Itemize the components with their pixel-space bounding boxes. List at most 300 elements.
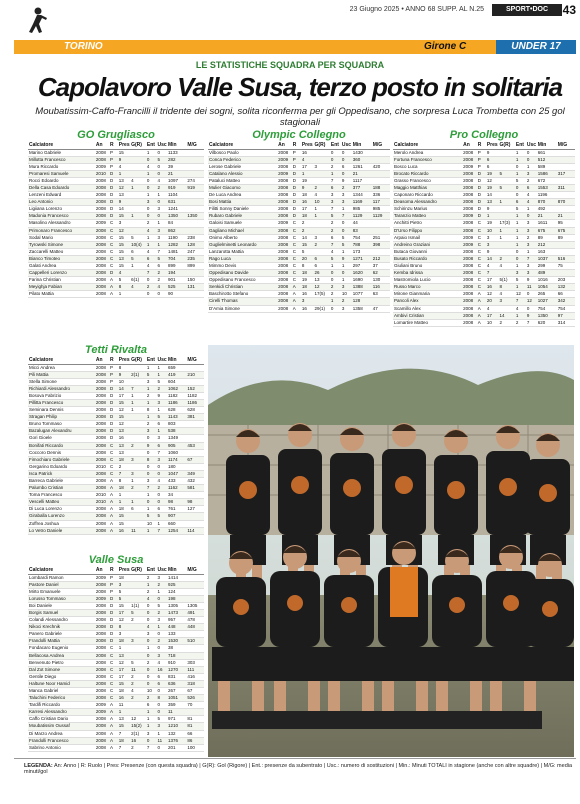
table-row xyxy=(393,220,575,227)
stat-cell: 86 xyxy=(186,737,204,744)
stat-cell: 16 xyxy=(118,695,130,702)
stat-cell xyxy=(186,449,204,456)
stat-cell: 62 xyxy=(372,270,390,277)
stat-cell xyxy=(186,206,204,213)
stat-cell: 1414 xyxy=(167,574,186,581)
stat-cell: 247 xyxy=(186,248,204,255)
stat-cell: 525 xyxy=(167,284,186,291)
stat-cell: 2008 xyxy=(95,581,109,588)
stat-cell xyxy=(130,364,146,371)
stat-cell xyxy=(314,177,330,184)
stat-cell: 4 xyxy=(146,624,157,631)
stat-cell: 47 xyxy=(372,305,390,312)
table-row xyxy=(28,478,204,485)
stat-cell: 704 xyxy=(167,255,186,262)
stat-cell: 3 xyxy=(526,170,537,177)
stat-cell: 1350 xyxy=(186,213,204,220)
stat-cell: 2008 xyxy=(95,652,109,659)
table-header-row xyxy=(208,142,390,149)
stat-cell: 2008 xyxy=(95,744,109,751)
stat-cell: 3 xyxy=(118,631,130,638)
stat-cell: 0 xyxy=(156,595,167,602)
stat-cell: D xyxy=(109,414,118,421)
stat-cell: 1 xyxy=(499,227,515,234)
table-row xyxy=(28,666,204,673)
table-row xyxy=(28,199,204,206)
player-name: Onimo Alberto xyxy=(208,234,277,241)
stat-cell: 1 xyxy=(146,241,157,248)
stat-cell xyxy=(186,588,204,595)
table-row xyxy=(393,170,575,177)
stat-cell: 0 xyxy=(515,248,526,255)
player-name: Lorusso Tommaso xyxy=(28,595,95,602)
player-name: Gori Gioele xyxy=(28,435,95,442)
stat-cell xyxy=(499,248,515,255)
stat-cell: 2008 xyxy=(95,234,109,241)
stat-cell: 3 xyxy=(526,270,537,277)
player-name: De Luca Andrea xyxy=(208,192,277,199)
stat-cell: 4 xyxy=(118,163,130,170)
stat-cell: 2 xyxy=(146,392,157,399)
stat-cell: 2008 xyxy=(95,414,109,421)
stat-cell: 11 xyxy=(526,284,537,291)
stat-cell: 2008 xyxy=(95,407,109,414)
stat-cell: 11 xyxy=(130,666,146,673)
stat-cell: 0 xyxy=(330,277,341,284)
stat-cell xyxy=(372,227,390,234)
stat-cell xyxy=(186,645,204,652)
stat-cell: 0 xyxy=(156,149,167,156)
player-name: Baschirotto Stefano xyxy=(208,291,277,298)
stat-cell: 5 xyxy=(499,170,515,177)
stat-cell: 1186 xyxy=(186,399,204,406)
player-name: Schirinzu Marius xyxy=(393,206,462,213)
table-row xyxy=(28,520,204,527)
column-header: Pres xyxy=(301,142,313,149)
stat-cell: 2008 xyxy=(95,609,109,616)
column-header: Pres xyxy=(486,142,498,149)
stat-cell: 19 xyxy=(486,220,499,227)
table-row xyxy=(28,184,204,191)
table-row xyxy=(28,513,204,520)
stat-cell: 4 xyxy=(526,192,537,199)
stat-cell: 16 xyxy=(156,666,167,673)
stat-cell: 2008 xyxy=(95,192,109,199)
stat-cell: 628 xyxy=(186,407,204,414)
stat-cell: 21 xyxy=(557,213,575,220)
stat-cell: 1062 xyxy=(167,385,186,392)
stat-cell: 899 xyxy=(186,263,204,270)
stat-cell: D xyxy=(477,177,486,184)
stat-cell: 5 xyxy=(156,513,167,520)
stat-cell: D xyxy=(109,602,118,609)
stat-cell: 2008 xyxy=(95,624,109,631)
table-row xyxy=(208,263,390,270)
stat-cell: 11 xyxy=(167,709,186,716)
player-name: Rubaro Gabriele xyxy=(208,213,277,220)
table-row xyxy=(208,206,390,213)
stat-cell: 4 xyxy=(156,177,167,184)
stat-cell: 19 xyxy=(486,184,499,191)
stat-cell: D xyxy=(477,192,486,199)
stat-cell: 2008 xyxy=(95,442,109,449)
table-row xyxy=(208,199,390,206)
stat-cell: 311 xyxy=(557,184,575,191)
stat-cell: 6 xyxy=(156,506,167,513)
stat-cell: 6 xyxy=(156,673,167,680)
stat-cell: A xyxy=(109,520,118,527)
stat-cell: 0 xyxy=(156,463,167,470)
stat-cell: 1060 xyxy=(167,449,186,456)
stat-cell: 9 xyxy=(301,184,314,191)
stat-cell xyxy=(557,241,575,248)
player-name: Pastore Daniel xyxy=(28,581,95,588)
stat-cell: 1 xyxy=(146,581,157,588)
stat-cell xyxy=(499,192,515,199)
stat-cell: 7 xyxy=(330,177,341,184)
stat-cell: A xyxy=(292,298,301,305)
stat-cell xyxy=(557,192,575,199)
stat-cell: 5(1) xyxy=(499,277,515,284)
stat-cell: 2(1) xyxy=(130,730,146,737)
stat-cell: 1 xyxy=(146,170,157,177)
table-row xyxy=(28,421,204,428)
table-row xyxy=(208,156,390,163)
stat-cell xyxy=(186,270,204,277)
stat-cell: 1 xyxy=(515,312,526,319)
stat-cell xyxy=(130,206,146,213)
stat-cell: 14 xyxy=(486,255,499,262)
column-header: An xyxy=(462,142,477,149)
stat-cell: 152 xyxy=(186,385,204,392)
stat-cell: 1 xyxy=(330,298,341,305)
stat-cell xyxy=(130,192,146,199)
column-header: M/G xyxy=(557,142,575,149)
stat-cell: 5 xyxy=(341,241,352,248)
stat-cell: 0 xyxy=(526,149,537,156)
player-name: Caponaro Riccardo xyxy=(393,192,462,199)
stat-cell: 18 xyxy=(118,506,130,513)
stat-cell: C xyxy=(109,463,118,470)
stat-cell: 0 xyxy=(156,199,167,206)
player-name: Bruno Tommaso xyxy=(28,421,95,428)
publication-logo: SPORT•DOC xyxy=(492,4,562,16)
table-row xyxy=(393,305,575,312)
column-header: Usc xyxy=(341,142,352,149)
stat-cell: 5 xyxy=(156,255,167,262)
player-name: Bonifati Riccardo xyxy=(28,442,95,449)
stat-cell xyxy=(186,421,204,428)
stat-cell: 2 xyxy=(156,270,167,277)
stat-cell: A xyxy=(109,513,118,520)
stat-cell: 4 xyxy=(499,291,515,298)
stat-cell: 2008 xyxy=(277,291,292,298)
player-name: Oppedisano Davide xyxy=(208,270,277,277)
stat-cell: 16 xyxy=(118,435,130,442)
stat-cell: 15 xyxy=(118,248,130,255)
stat-cell xyxy=(499,305,515,312)
stat-cell: D xyxy=(109,631,118,638)
stat-cell: 3 xyxy=(330,199,341,206)
stat-cell: 98 xyxy=(167,499,186,506)
stat-cell: D xyxy=(109,399,118,406)
table-row xyxy=(28,638,204,645)
stat-cell: D xyxy=(109,206,118,213)
player-name: Colandi Alessandro xyxy=(28,617,95,624)
stat-cell: 1054 xyxy=(537,284,557,291)
player-name: Ligiiana Lorenzo xyxy=(28,206,95,213)
stat-cell: 0 xyxy=(156,492,167,499)
column-header: Min xyxy=(352,142,372,149)
stat-cell: 448 xyxy=(186,624,204,631)
stat-cell: A xyxy=(109,499,118,506)
stat-cell: 7 xyxy=(330,241,341,248)
stat-cell: 754 xyxy=(537,305,557,312)
stat-cell: 212 xyxy=(537,241,557,248)
stat-cell xyxy=(130,624,146,631)
stat-cell: 132 xyxy=(557,284,575,291)
stats-table xyxy=(28,142,204,298)
player-name: Scamillo Alex xyxy=(393,305,462,312)
stat-cell: 0 xyxy=(146,463,157,470)
stat-cell: 1 xyxy=(156,364,167,371)
stat-cell: 1037 xyxy=(537,255,557,262)
table-row xyxy=(393,277,575,284)
stat-cell: 1 xyxy=(156,241,167,248)
stat-cell: 20 xyxy=(486,298,499,305)
stat-cell: 0 xyxy=(146,156,157,163)
table-row xyxy=(28,163,204,170)
stat-cell: 3 xyxy=(515,270,526,277)
stat-cell: 6 xyxy=(156,263,167,270)
stat-cell: 2008 xyxy=(95,435,109,442)
stat-cell: 492 xyxy=(537,206,557,213)
table-row xyxy=(28,364,204,371)
stat-cell: 620 xyxy=(537,319,557,326)
player-name: Panero Gabriele xyxy=(28,631,95,638)
stat-cell: 2008 xyxy=(462,149,477,156)
player-name: Promaresi Samuele xyxy=(28,170,95,177)
stat-cell: C xyxy=(292,255,301,262)
stat-cell: D xyxy=(292,192,301,199)
table-row xyxy=(28,609,204,616)
stat-cell: 1 xyxy=(118,645,130,652)
stat-cell: A xyxy=(109,492,118,499)
stat-cell: 1047 xyxy=(167,470,186,477)
stat-cell: 1 xyxy=(146,149,157,156)
legend xyxy=(24,763,576,775)
player-name: Sabrino Antonio xyxy=(28,744,95,751)
stat-cell: 0 xyxy=(146,737,157,744)
stat-cell: C xyxy=(477,263,486,270)
team-photo xyxy=(208,345,574,757)
stat-cell: 0 xyxy=(330,270,341,277)
stat-cell: 2008 xyxy=(95,588,109,595)
stat-cell: P xyxy=(109,581,118,588)
stat-cell: 9 xyxy=(486,248,499,255)
stat-cell: 7 xyxy=(156,449,167,456)
stat-cell: 6 xyxy=(156,680,167,687)
stat-cell: 2008 xyxy=(95,177,109,184)
stat-cell: 13 xyxy=(118,449,130,456)
stat-cell: 9 xyxy=(156,392,167,399)
stat-cell: 3 xyxy=(156,399,167,406)
stat-cell xyxy=(186,574,204,581)
stat-cell: 453 xyxy=(186,442,204,449)
stat-cell xyxy=(130,652,146,659)
stat-cell: 3 xyxy=(314,163,330,170)
stat-cell: D xyxy=(109,638,118,645)
stat-cell: 1358 xyxy=(352,305,372,312)
column-header: Pres xyxy=(118,567,130,574)
stat-cell xyxy=(186,652,204,659)
stat-cell: 0 xyxy=(146,680,157,687)
table-row xyxy=(28,602,204,609)
stat-cell xyxy=(186,227,204,234)
stat-cell xyxy=(130,163,146,170)
stat-cell: 2008 xyxy=(95,428,109,435)
stat-cell: 1 xyxy=(118,170,130,177)
stat-cell: 133 xyxy=(167,631,186,638)
stat-cell: 2009 xyxy=(462,234,477,241)
stat-cell: 6 xyxy=(330,184,341,191)
stat-cell: 360 xyxy=(352,156,372,163)
stat-cell: 18 xyxy=(118,574,130,581)
stat-cell: 70 xyxy=(186,702,204,709)
stat-cell: 12 xyxy=(118,227,130,234)
stat-cell: 1 xyxy=(146,234,157,241)
stat-cell: 114 xyxy=(186,527,204,534)
stat-cell: 3 xyxy=(499,298,515,305)
stat-cell: 180 xyxy=(167,463,186,470)
stat-cell: 18 xyxy=(301,213,314,220)
stat-cell xyxy=(130,581,146,588)
stat-cell: 67 xyxy=(186,688,204,695)
stat-cell: 660 xyxy=(167,520,186,527)
stat-cell: 1 xyxy=(515,170,526,177)
table-row xyxy=(28,234,204,241)
stat-cell: C xyxy=(477,241,486,248)
stat-cell: 314 xyxy=(557,319,575,326)
player-name: Di Marzo Andrea xyxy=(28,730,95,737)
stat-cell: 12 xyxy=(118,659,130,666)
stat-cell: 2008 xyxy=(462,184,477,191)
stat-cell: A xyxy=(292,291,301,298)
player-name: Fimochiaro Gabriele xyxy=(28,456,95,463)
stat-cell: 5 xyxy=(146,371,157,378)
stat-cell: 4 xyxy=(301,156,314,163)
table-row xyxy=(28,149,204,156)
stat-cell: 13 xyxy=(118,177,130,184)
stat-cell: 901 xyxy=(167,277,186,284)
stat-cell: 9 xyxy=(486,206,499,213)
stat-cell: 675 xyxy=(537,227,557,234)
column-header: Calciatore xyxy=(393,142,462,149)
stat-cell: C xyxy=(292,234,301,241)
stat-cell xyxy=(130,463,146,470)
team-title: GO Grugliasco xyxy=(77,129,155,141)
stat-cell: 754 xyxy=(352,234,372,241)
player-name: Mura Riccardo xyxy=(28,163,95,170)
table-row xyxy=(28,723,204,730)
stat-cell: 4 xyxy=(486,263,499,270)
stat-cell: 342 xyxy=(557,298,575,305)
stat-cell: 1196 xyxy=(537,192,557,199)
stat-cell: 2 xyxy=(526,234,537,241)
stat-cell: 672 xyxy=(537,177,557,184)
column-header: M/G xyxy=(186,142,204,149)
player-name: Mirone Gianmaria xyxy=(393,291,462,298)
stat-cell: 2 xyxy=(146,659,157,666)
stat-cell: C xyxy=(477,227,486,234)
stat-cell: 2008 xyxy=(95,680,109,687)
stat-cell: 81 xyxy=(186,723,204,730)
stat-cell: 8 xyxy=(146,407,157,414)
table-row xyxy=(393,234,575,241)
stat-cell: 3 xyxy=(486,241,499,248)
stat-cell: 128 xyxy=(352,298,372,305)
stat-cell: P xyxy=(109,163,118,170)
stat-cell: 2008 xyxy=(462,220,477,227)
player-name: Brocato Riccardo xyxy=(393,170,462,177)
stat-cell: 14 xyxy=(118,385,130,392)
stat-cell: 359 xyxy=(167,702,186,709)
stat-cell: 2 xyxy=(330,227,341,234)
stat-cell: 2 xyxy=(330,284,341,291)
column-header: G(R) xyxy=(130,357,146,364)
stat-cell: P xyxy=(109,364,118,371)
stat-cell: 1 xyxy=(515,220,526,227)
team-title: Olympic Collegno xyxy=(252,129,346,141)
stat-cell: A xyxy=(109,709,118,716)
stat-cell: 3 xyxy=(341,284,352,291)
stat-cell: 0 xyxy=(156,213,167,220)
column-header: Ent xyxy=(146,567,155,574)
stat-cell: C xyxy=(109,688,118,695)
stat-cell: 2008 xyxy=(95,371,109,378)
stat-cell: 8 xyxy=(118,478,130,485)
stat-cell: P xyxy=(109,378,118,385)
stat-cell: 1 xyxy=(330,263,341,270)
stat-cell: 150 xyxy=(186,277,204,284)
stat-cell: C xyxy=(109,666,118,673)
stat-cell: 661 xyxy=(537,149,557,156)
stat-cell: 2008 xyxy=(462,192,477,199)
player-name: Pancoli Alex xyxy=(393,298,462,305)
stat-cell: C xyxy=(292,277,301,284)
stat-cell: 1254 xyxy=(167,527,186,534)
stat-cell: 2 xyxy=(146,220,157,227)
stat-cell: 9 xyxy=(118,199,130,206)
table-row xyxy=(208,192,390,199)
stat-cell: C xyxy=(477,270,486,277)
stat-cell: 1 xyxy=(301,170,314,177)
stat-cell xyxy=(186,631,204,638)
table-row xyxy=(28,595,204,602)
stat-cell: 2009 xyxy=(95,163,109,170)
stat-cell: 303 xyxy=(186,659,204,666)
stat-cell: 1 xyxy=(146,192,157,199)
stat-cell: 83 xyxy=(352,227,372,234)
stat-cell xyxy=(557,163,575,170)
table-row xyxy=(393,298,575,305)
table-header-row xyxy=(393,142,575,149)
table-row xyxy=(28,170,204,177)
stat-cell: 985 xyxy=(372,206,390,213)
player-name: Giuliani Bruno xyxy=(393,263,462,270)
stat-cell: D xyxy=(109,392,118,399)
stat-cell xyxy=(130,435,146,442)
